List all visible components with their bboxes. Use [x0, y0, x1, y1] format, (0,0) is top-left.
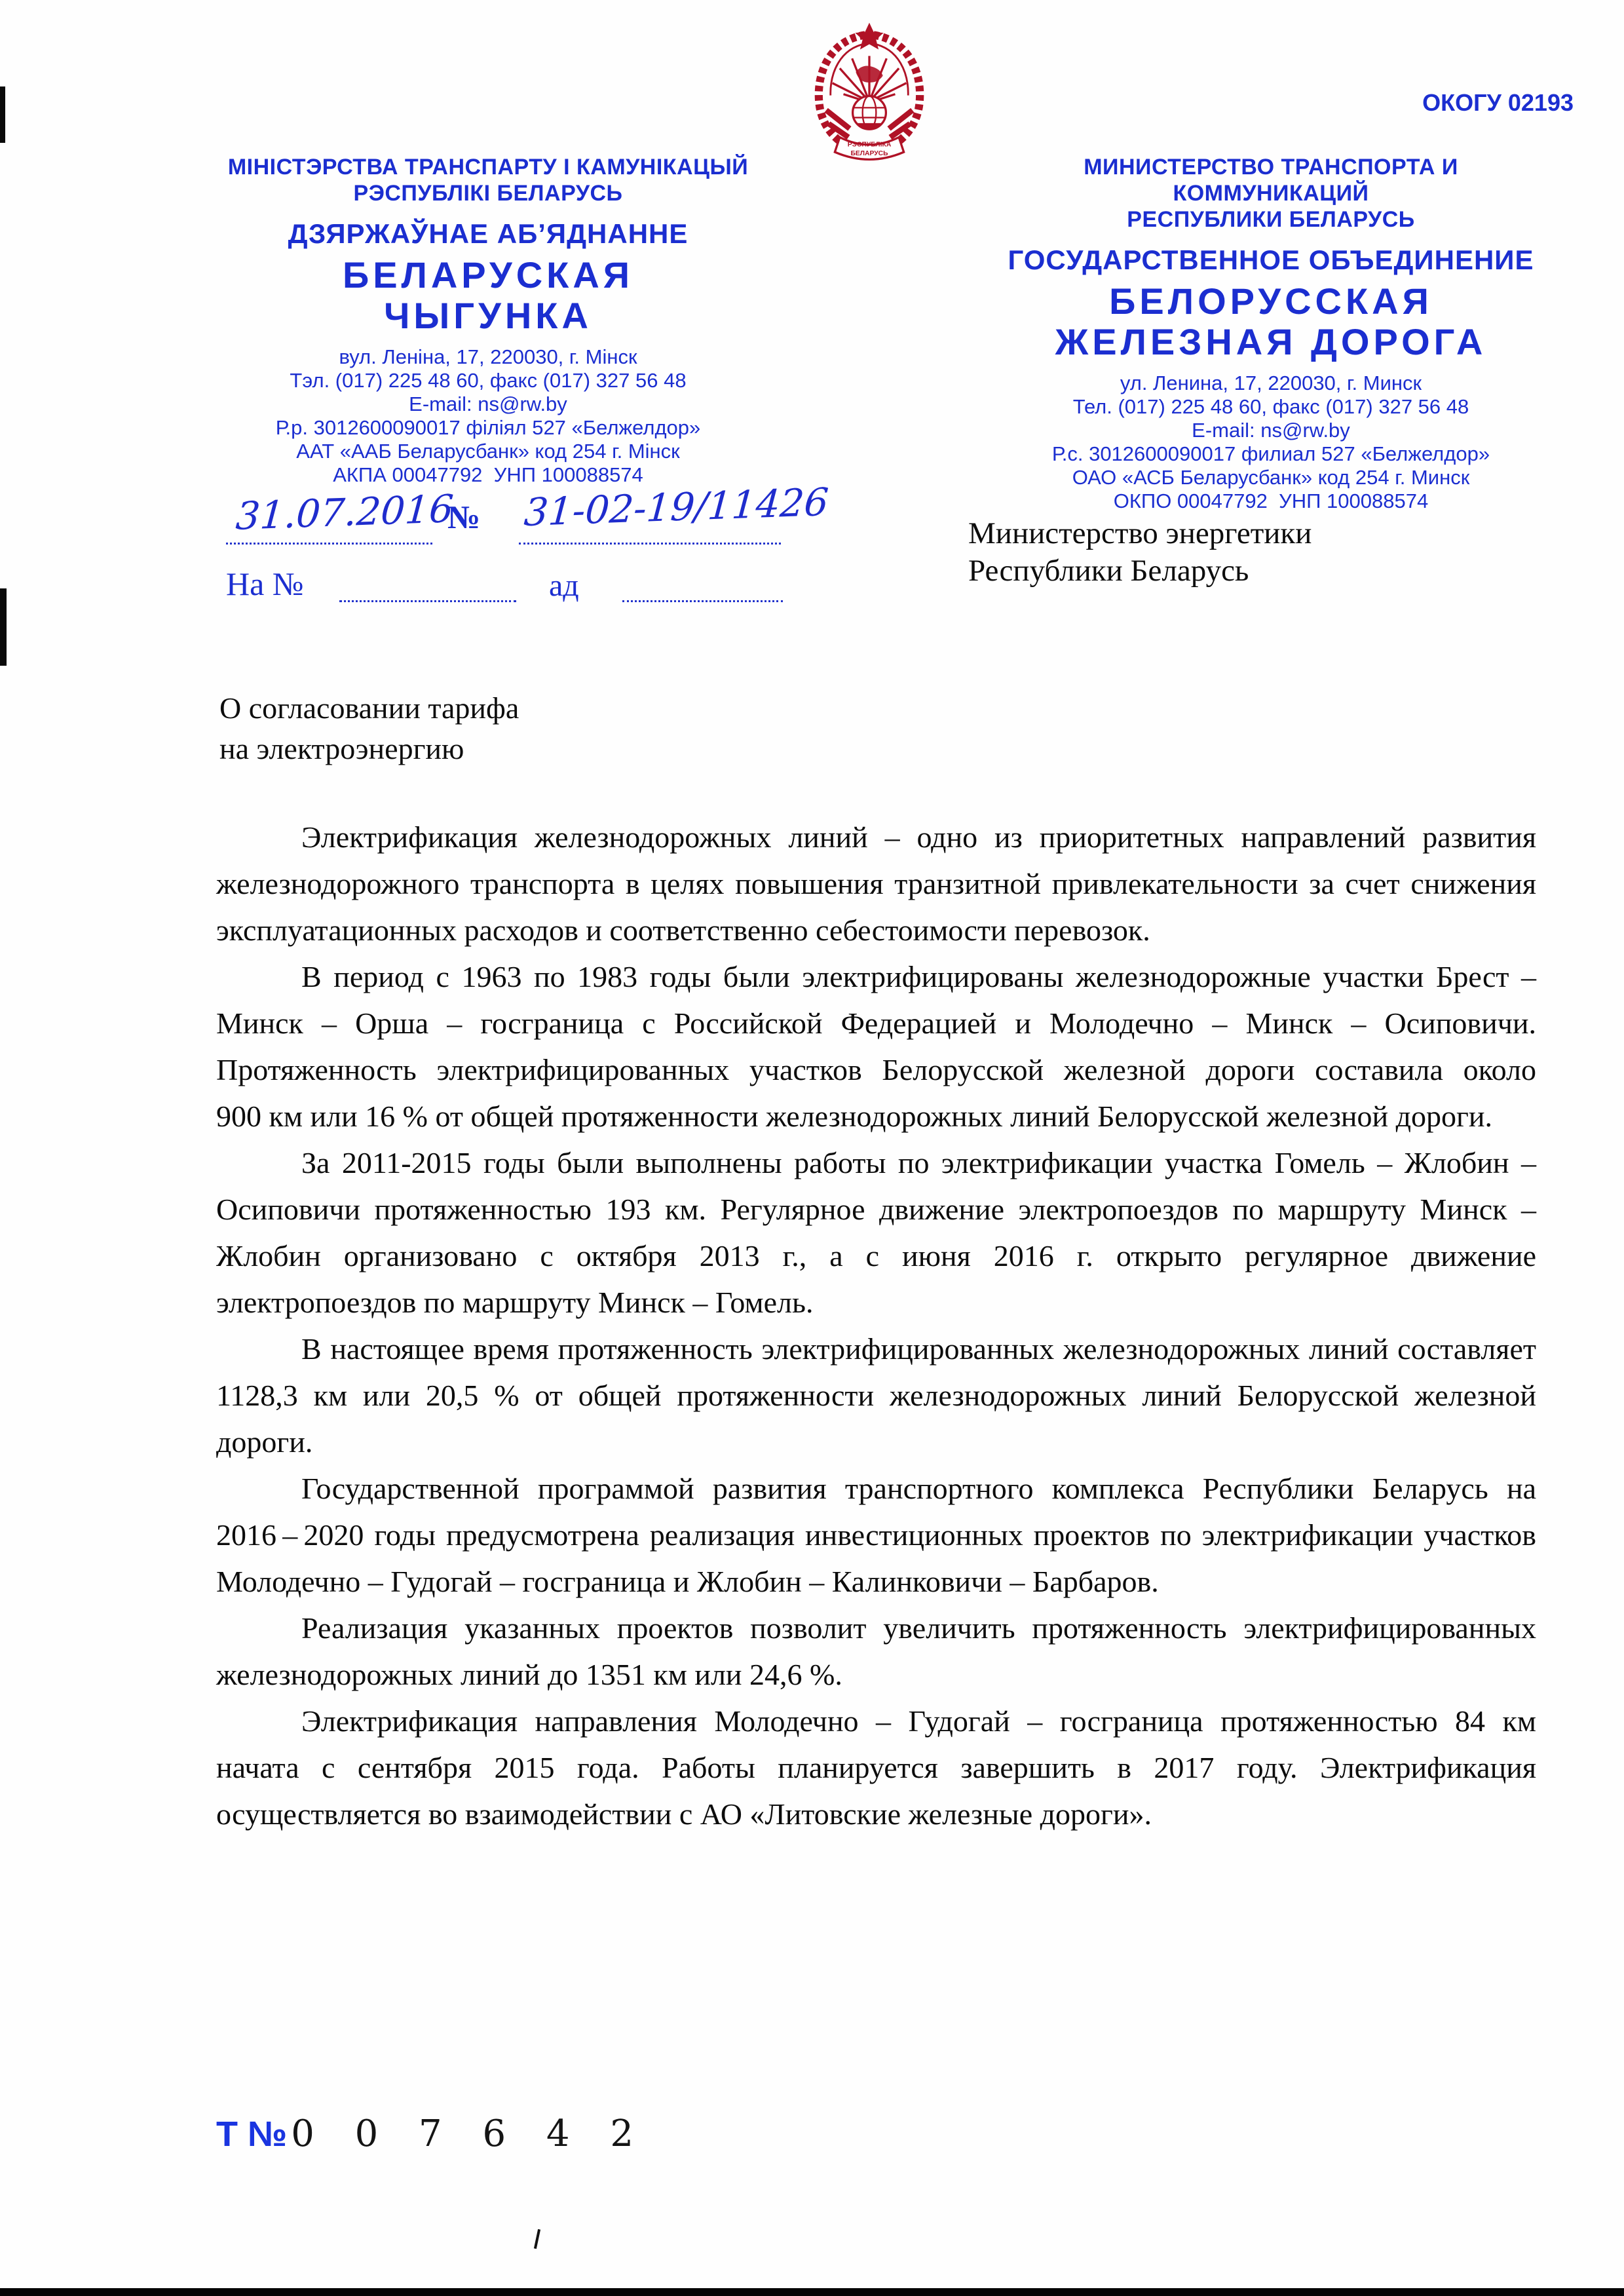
org-type-by: ДЗЯРЖАЎНАЕ АБ’ЯДНАННЕ [288, 218, 689, 249]
body-paragraph: В настоящее время протяженность электрифицированных железнодорожных линий составляет 1128,3 км или 20,5 % от общей протяженности железнодорожных линий Белорусской железной дороги. [216, 1332, 1536, 1459]
email-ru: E-mail: ns@rw.by [1192, 419, 1350, 442]
address-ru: ул. Ленина, 17, 220030, г. Минск [1120, 372, 1422, 394]
org-type-ru: ГОСУДАРСТВЕННОЕ ОБЪЕДИНЕНИЕ [1008, 244, 1534, 275]
phone-ru: Тел. (017) 225 48 60, факс (017) 327 56 48 [1072, 395, 1469, 418]
account-by: Р.р. 3012600090017 філіял 527 «Белжелдор» [275, 416, 701, 439]
date-underline [226, 543, 432, 545]
org-name-ru-line2: ЖЕЛЕЗНАЯ ДОРОГА [1055, 321, 1487, 362]
org-contacts-ru [989, 372, 1553, 513]
letterhead-russian [989, 154, 1553, 513]
reply-date-underline [622, 600, 783, 602]
letterhead-belarusian [216, 154, 760, 487]
handwritten-outgoing-number: 31-02-19/11426 [522, 479, 830, 535]
reply-number-underline [339, 600, 516, 602]
org-name-ru-line1: БЕЛОРУССКАЯ [1109, 280, 1433, 322]
body-paragraph: В период с 1963 по 1983 годы были электрифицированы железнодорожные участки Брест – Минск – Орша – госграница с Российской Федерацией и Молодечно – Минск – Осиповичи. Протяженность электрифицированных участков Белорусской железной дороги составила около 900 км или 16 % от общей протяженности железнодорожных линий Белорусской железной дороги. [216, 960, 1536, 1133]
ministry-name-by-line2: РЭСПУБЛІКІ БЕЛАРУСЬ [353, 181, 623, 206]
number-sign: № [447, 499, 481, 535]
org-name-by-line1: БЕЛАРУСКАЯ [342, 254, 634, 296]
stamp-prefix: Т № [216, 2114, 288, 2154]
body-paragraph: Государственной программой развития транспортного комплекса Республики Беларусь на 2016 – 2020 годы предусмотрена реализация инвестиционных проектов по электрификации участков Молодечно – Гудогай – госграница и Жлобин – Калинковичи – Барбаров. [216, 1472, 1536, 1598]
subject-line1: О согласовании тарифа [219, 691, 519, 725]
addressee-line1: Министерство энергетики [968, 516, 1312, 550]
emblem-ribbon-text-2: БЕЛАРУСЬ [850, 149, 888, 157]
addressee-block [968, 515, 1312, 590]
body-paragraph: За 2011-2015 годы были выполнены работы по электрификации участка Гомель – Жлобин – Осиповичи протяженностью 193 км. Регулярное движение электропоездов по маршруту Минск – Жлобин организовано с октября 2013 г., а с июня 2016 г. открыто регулярное движение электропоездов по маршруту Минск – Гомель. [216, 1146, 1536, 1319]
subject-block [219, 688, 519, 769]
scan-edge-artifact [0, 86, 5, 143]
email-by: E-mail: ns@rw.by [409, 392, 567, 415]
org-contacts-by [216, 345, 760, 487]
belarus-coat-of-arms-emblem [808, 18, 931, 164]
reply-from-date-label: ад [549, 568, 579, 603]
org-name-by-line2: ЧЫГУНКА [384, 295, 592, 336]
scan-bottom-bar-artifact [0, 2288, 1624, 2296]
subject-line2: на электроэнергию [219, 732, 464, 765]
addressee-line2: Республики Беларусь [968, 554, 1249, 588]
handwritten-date: 31.07.2016 [234, 486, 455, 539]
stamp-number: 0 0 7 6 4 2 [291, 2113, 648, 2155]
codes-ru: ОКПО 00047792 УНП 100088574 [1113, 489, 1429, 512]
ministry-name-by-line1: МІНІСТЭРСТВА ТРАНСПАРТУ І КАМУНІКАЦЫЙ [227, 155, 749, 180]
phone-by: Тэл. (017) 225 48 60, факс (017) 327 56 48 [290, 369, 687, 392]
codes-by: АКПА 00047792 УНП 100088574 [333, 463, 643, 486]
ministry-name-ru-line2: РЕСПУБЛИКИ БЕЛАРУСЬ [1127, 207, 1415, 232]
emblem-ribbon-text-1: РЭСПУБЛІКА [847, 141, 892, 149]
ministry-name-ru-line1: МИНИСТЕРСТВО ТРАНСПОРТА И КОММУНИКАЦИЙ [1084, 155, 1458, 206]
letter-body [216, 814, 1536, 1837]
okogu-code: ОКОГУ 02193 [1422, 89, 1574, 116]
bank-ru: ОАО «АСБ Беларусбанк» код 254 г. Минск [1072, 466, 1470, 489]
form-serial-stamp [216, 2113, 648, 2155]
account-ru: Р.с. 3012600090017 филиал 527 «Белжелдор» [1051, 442, 1490, 465]
body-paragraph: Электрификация направления Молодечно – Гудогай – госграница протяженностью 84 км начата с сентября 2015 года. Работы планируется завершить в 2017 году. Электрификация осуществляется во взаимодействии с АО «Литовские железные дороги». [216, 1704, 1536, 1831]
address-by: вул. Леніна, 17, 220030, г. Мінск [339, 345, 637, 368]
body-paragraph: Реализация указанных проектов позволит увеличить протяженность электрифицированных железнодорожных линий до 1351 км или 24,6 %. [216, 1611, 1536, 1691]
body-paragraph: Электрификация железнодорожных линий – одно из приоритетных направлений развития железнодорожного транспорта в целях повышения транзитной привлекательности за счет снижения эксплуатационных расходов и соответственно себестоимости перевозок. [216, 820, 1536, 947]
bank-by: ААТ «ААБ Беларусбанк» код 254 г. Мінск [296, 440, 680, 463]
scan-edge-artifact [0, 588, 7, 666]
scan-tick-artifact [534, 2229, 540, 2249]
number-underline [519, 543, 781, 545]
reply-to-number-label: На № [226, 565, 304, 602]
